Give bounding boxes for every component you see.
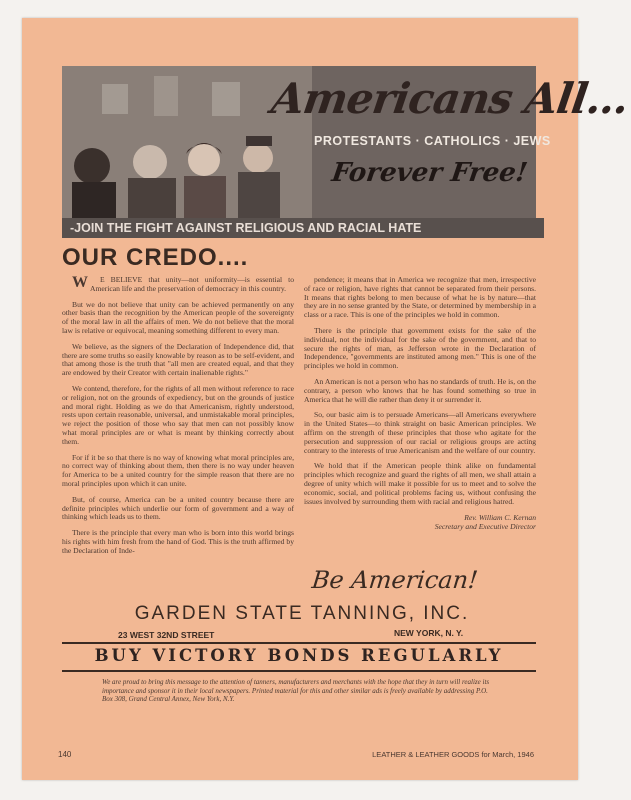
credo-title: OUR CREDO.... bbox=[62, 244, 249, 271]
sponsor-note: We are proud to bring this message to the attention of tanners, manufacturers and merchants with the hope that they in turn will realize its importance and sponsor it in their local newspapers. Printed material for this and other similar ads is freely available by addressing P.O. Box 308, Grand Central Annex, New York, N.Y. bbox=[102, 678, 490, 703]
credo-paragraph: There is the principle that every man who is born into this world brings his rights with him fresh from the hand of God. This is the truth affirmed by the Declaration of Inde- bbox=[62, 528, 294, 555]
advertisement-banner bbox=[62, 66, 631, 238]
page-number: 140 bbox=[58, 750, 72, 759]
credo-paragraph: We contend, therefore, for the rights of all men without reference to race or religion, not on the grounds of expediency, but on the grounds of justice and moral right. Holding as we do that Americanism, rightly understood, rests upon certain reasonable, universal, and unmistakable moral principles, we reject the position of those who say that men can not possibly know what moral principles are or what is meant by thinking correctly about them. bbox=[62, 383, 294, 446]
magazine-page bbox=[22, 18, 631, 780]
credo-paragraph: WE BELIEVE that unity—not uniformity—is essential to American life and the preservation of democracy in this country. bbox=[72, 274, 294, 293]
divider-rule bbox=[62, 642, 536, 644]
banner-headline: Americans All... bbox=[268, 74, 631, 123]
company-name: GARDEN STATE TANNING, INC. bbox=[134, 603, 470, 624]
banner-tagline: Forever Free! bbox=[329, 158, 530, 188]
credo-column-right bbox=[304, 276, 536, 531]
victory-bonds-slogan: BUY VICTORY BONDS REGULARLY bbox=[94, 646, 504, 665]
company-city: NEW YORK, N. Y. bbox=[394, 628, 464, 638]
credo-paragraph: pendence; it means that in America we recognize that men, irrespective of race or religion, have rights that cannot be separated from their persons. It means that rights belong to men because of what he is by nature—that they are in no sense granted by the State, or determined by membership in a class or a race. This is one of the principles we hold in common. bbox=[304, 275, 536, 320]
credo-paragraph: There is the principle that government exists for the sake of the individual, not the individual for the sake of the government, and that to secure the rights of man, as Jefferson wrote in the Declaration of Independence, "governments are instituted among men." This is one of the principles we hold in common. bbox=[304, 325, 536, 371]
signature-title: Secretary and Executive Director bbox=[434, 522, 536, 532]
credo-paragraph: For if it be so that there is no way of knowing what moral principles are, no correct way of thinking about them, then there is no way under heaven for America to be a united country for the simple reason that there are no moral principles upon which it can unite. bbox=[62, 452, 294, 488]
credo-paragraph: An American is not a person who has no standards of truth. He is, on the contrary, a person who knows that he has found something so true in America that he will die rather than deny it or surrender it. bbox=[304, 376, 536, 404]
credo-paragraph: But, of course, America can be a united country because there are definite principles which underlie our form of government and a way of thinking which leads us to them. bbox=[62, 494, 294, 522]
be-american-slogan: Be American! bbox=[310, 566, 480, 594]
banner-strip: -JOIN THE FIGHT AGAINST RELIGIOUS AND RACIAL HATE bbox=[62, 218, 544, 238]
signature-name: Rev. William C. Kernan bbox=[464, 513, 536, 523]
signature-block bbox=[304, 513, 536, 531]
divider-rule bbox=[62, 670, 536, 672]
company-street: 23 WEST 32ND STREET bbox=[118, 630, 215, 640]
banner-faiths: PROTESTANTS · CATHOLICS · JEWS bbox=[314, 134, 551, 148]
credo-paragraph: So, our basic aim is to persuade Americans—all Americans everywhere in the United States—to think straight on basic American principles. We affirm on the strength of these principles that those who agitate for the persecution and suppression of our racial or religious groups are acting contrary to the interests of true Americanism and the welfare of our country. bbox=[304, 410, 536, 455]
credo-paragraph: We hold that if the American people think alike on fundamental principles which recognize and guard the rights of all men, we shall attain a degree of unity which will make it possible for us to meet and to solve the economic, social, and political problems facing us, without confusing the issues involved by surrounding them with racial and religious hatred. bbox=[304, 461, 536, 506]
publication-line: LEATHER & LEATHER GOODS for March, 1946 bbox=[372, 750, 534, 759]
credo-column-left bbox=[62, 276, 294, 563]
credo-paragraph: But we do not believe that unity can be achieved permanently on any other basis than the recognition by the American people of the sovereignty of the moral law in all the affairs of men. We do not believe that the moral law is relative or equivocal, meaning something different to every man. bbox=[62, 299, 294, 335]
credo-paragraph: We believe, as the signers of the Declaration of Independence did, that there are some truths so easily knowable by reason as to be self-evident, and that among those is the truth that "all men are created equal, and that they are endowed by their Creator with certain inalienable rights." bbox=[62, 341, 294, 378]
